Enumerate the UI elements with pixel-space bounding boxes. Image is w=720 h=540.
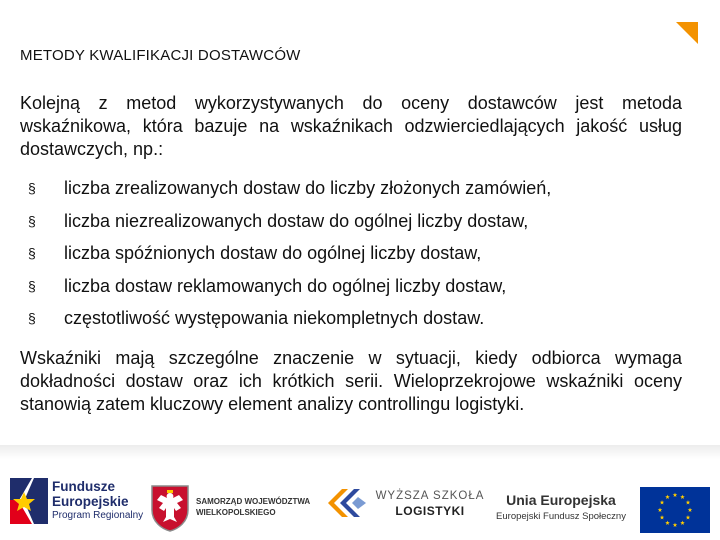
footer-logo-bar <box>0 445 720 540</box>
ue-line2: Europejski Fundusz Społeczny <box>496 511 626 522</box>
bullet-text: liczba dostaw reklamowanych do ogólnej liczby dostaw, <box>64 275 507 296</box>
bullet-text: liczba spóźnionych dostaw do ogólnej liczby dostaw, <box>64 243 482 263</box>
bullet-marker: § <box>28 212 36 229</box>
bullet-text: liczba niezrealizowanych dostaw do ogólnej liczby dostaw, <box>64 210 529 231</box>
fundusze-line3: Program Regionalny <box>52 510 144 521</box>
fundusze-star-icon <box>10 478 48 524</box>
wsl-chevron-icon <box>326 485 368 521</box>
wyzsza-szkola-logistyki-logo <box>326 482 491 526</box>
corner-triangle-icon <box>676 22 698 44</box>
list-item <box>28 177 688 210</box>
fundusze-europejskie-logo <box>10 476 145 528</box>
bullet-list <box>28 177 688 340</box>
bullet-marker: § <box>28 245 36 261</box>
intro-paragraph: Kolejną z metod wykorzystywanych do oceny dostawców jest metoda wskaźnikowa, która bazuje na wskaźnikach odzwierciedlających jakość usług dostawczych, np.: <box>20 93 682 159</box>
bullet-marker: § <box>28 310 36 326</box>
bullet-text: liczba zrealizowanych dostaw do liczby złożonych zamówień, <box>64 178 552 198</box>
wsl-line1: WYŻSZA SZKOŁA <box>375 490 485 502</box>
wsl-line2: LOGISTYKI <box>395 504 465 518</box>
bullet-marker: § <box>28 180 36 196</box>
eu-flag-icon <box>640 487 710 533</box>
fundusze-line2: Europejskie <box>52 494 129 509</box>
samorzad-line1: SAMORZĄD WOJEWÓDZTWA <box>196 497 311 506</box>
bullet-text: częstotliwość występowania niekompletnych dostaw. <box>64 308 485 328</box>
eagle-shield-icon <box>150 484 190 532</box>
unia-europejska-text <box>490 492 632 525</box>
list-item <box>28 210 688 243</box>
samorzad-line2: WIELKOPOLSKIEGO <box>196 508 276 517</box>
list-item <box>28 275 688 308</box>
slide-title: METODY KWALIFIKACJI DOSTAWCÓW <box>20 47 301 64</box>
fundusze-line1: Fundusze <box>52 479 115 494</box>
list-item <box>28 307 688 340</box>
bullet-marker: § <box>28 277 36 294</box>
list-item <box>28 242 688 275</box>
samorzad-wielkopolska-logo <box>150 484 320 532</box>
ue-line1: Unia Europejska <box>506 492 616 508</box>
conclusion-paragraph: Wskaźniki mają szczególne znaczenie w sytuacji, kiedy odbiorca wymaga dokładności dostaw oraz ich krótkich serii. Wieloprzekrojowe wskaźniki oceny stanowią zatem kluczowy element analizy controllingu logistyki. <box>20 348 682 414</box>
